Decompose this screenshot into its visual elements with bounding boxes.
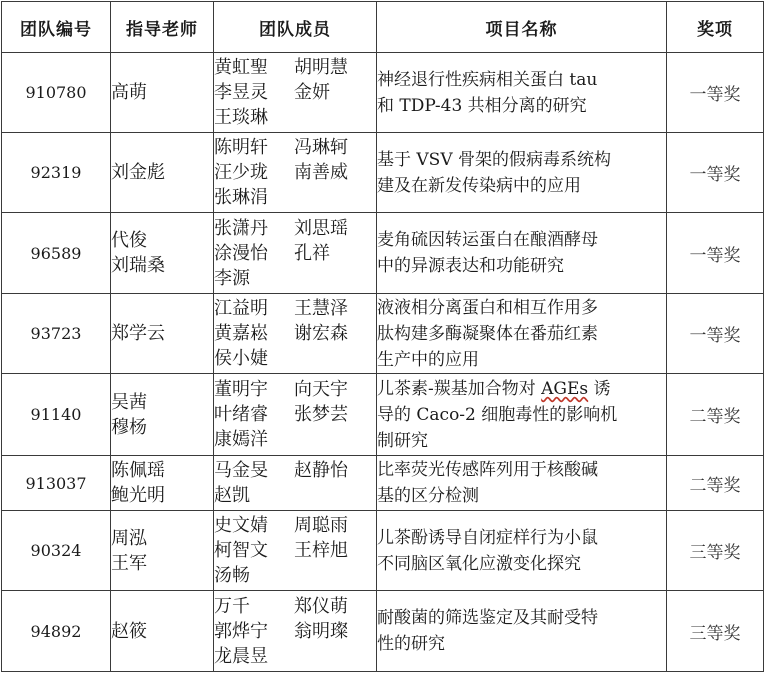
- member-name: 叶绪睿: [214, 404, 268, 425]
- advisor-name: 刘金彪: [111, 162, 165, 183]
- member-name: 赵凯: [214, 485, 250, 506]
- project-cell: [377, 53, 667, 133]
- project-title-line: 肽构建多酶凝聚体在番茄红素: [377, 323, 598, 344]
- member-name: 黄虹聖: [214, 57, 268, 78]
- member-name: 涂漫怡: [214, 242, 268, 264]
- project-cell: [377, 294, 667, 374]
- member-name: 刘思瑶: [294, 217, 348, 239]
- table-row: [2, 213, 764, 294]
- member-name: 李昱灵: [214, 82, 268, 103]
- advisor-name: 王军: [111, 552, 147, 574]
- header-team-id: 团队编号: [2, 2, 111, 53]
- header-award: 奖项: [667, 2, 764, 53]
- advisor-cell: [111, 213, 214, 294]
- member-name: 柯智文: [214, 540, 268, 561]
- team-id-cell: 94892: [2, 591, 111, 672]
- member-list: [214, 55, 376, 130]
- advisor-cell: [111, 511, 214, 591]
- project-title-line: 儿茶素-羰基加合物对 AGEs 诱: [377, 378, 611, 399]
- member-name: 江益明: [214, 298, 268, 319]
- project-cell: [377, 133, 667, 213]
- member-name: 周聪雨: [294, 515, 348, 536]
- award-cell: 一等奖: [667, 294, 764, 374]
- team-id-cell: 913037: [2, 456, 111, 511]
- award-cell: 一等奖: [667, 133, 764, 213]
- member-name: 南善威: [294, 162, 348, 183]
- member-name: 翁明璨: [294, 620, 348, 642]
- member-name: 金妍: [294, 82, 330, 103]
- team-id-cell: 93723: [2, 294, 111, 374]
- advisor-name: 高萌: [111, 82, 147, 103]
- advisor-name: 吴茜: [111, 391, 147, 413]
- member-name: 胡明慧: [294, 57, 348, 78]
- table-row: [2, 53, 764, 133]
- award-cell: 三等奖: [667, 511, 764, 591]
- award-cell: 二等奖: [667, 456, 764, 511]
- member-name: 史文婧: [214, 515, 268, 536]
- member-name: 张潇丹: [214, 217, 268, 239]
- advisor-cell: [111, 456, 214, 511]
- member-name: 万千: [214, 595, 250, 617]
- project-title-line: 比率荧光传感阵列用于核酸碱: [377, 460, 598, 480]
- member-list: [214, 216, 376, 291]
- team-id-cell: 90324: [2, 511, 111, 591]
- team-id-cell: 96589: [2, 213, 111, 294]
- members-cell: [214, 213, 377, 294]
- advisor-cell: [111, 133, 214, 213]
- members-cell: [214, 511, 377, 591]
- member-name: 龙晨昱: [214, 645, 268, 667]
- award-cell: 一等奖: [667, 53, 764, 133]
- project-title-line: 生产中的应用: [377, 349, 479, 370]
- project-title-line: 导的 Caco-2 细胞毒性的影响机: [377, 404, 618, 425]
- member-name: 王琰琳: [214, 107, 268, 128]
- advisor-cell: [111, 591, 214, 672]
- awards-table: [1, 1, 764, 672]
- member-name: 侯小婕: [214, 348, 268, 369]
- table-row: [2, 133, 764, 213]
- member-name: 汪少珑: [214, 162, 268, 183]
- project-title-line: 中的异源表达和功能研究: [377, 256, 564, 276]
- project-title-line: 建及在新发传染病中的应用: [377, 175, 581, 196]
- project-title-line: 儿茶酚诱导自闭症样行为小鼠: [377, 527, 598, 548]
- project-cell: [377, 511, 667, 591]
- table-row: [2, 374, 764, 456]
- advisor-name: 赵筱: [111, 620, 147, 642]
- members-cell: [214, 294, 377, 374]
- members-cell: [214, 133, 377, 213]
- advisor-name: 陈佩瑶: [111, 460, 165, 481]
- member-name: 郭烨宁: [214, 620, 268, 642]
- member-name: 孔祥: [294, 242, 330, 264]
- project-title-line: 性的研究: [377, 634, 445, 654]
- advisor-name: 穆杨: [111, 416, 147, 438]
- members-cell: [214, 456, 377, 511]
- member-name: 汤畅: [214, 565, 250, 586]
- header-members: 团队成员: [214, 2, 377, 53]
- members-cell: [214, 591, 377, 672]
- advisor-name: 代俊: [111, 230, 147, 251]
- advisor-cell: [111, 53, 214, 133]
- project-title-line: 和 TDP-43 共相分离的研究: [377, 95, 587, 116]
- team-id-cell: 91140: [2, 374, 111, 456]
- project-title-line: 神经退行性疾病相关蛋白 tau: [377, 69, 598, 90]
- advisor-cell: [111, 374, 214, 456]
- member-name: 张琳涓: [214, 187, 268, 208]
- member-name: 郑仪萌: [294, 595, 348, 617]
- advisor-name: 刘瑞桑: [111, 255, 165, 276]
- member-name: 黄嘉崧: [214, 323, 268, 344]
- table-body: [2, 53, 764, 672]
- award-cell: 一等奖: [667, 213, 764, 294]
- member-name: 谢宏森: [294, 323, 348, 344]
- member-name: 王梓旭: [294, 540, 348, 561]
- member-name: 冯琳轲: [294, 137, 348, 158]
- team-id-cell: 910780: [2, 53, 111, 133]
- team-id-cell: 92319: [2, 133, 111, 213]
- advisor-cell: [111, 294, 214, 374]
- project-title-line: 液液相分离蛋白和相互作用多: [377, 297, 598, 318]
- project-title-line: 耐酸菌的筛选鉴定及其耐受特: [377, 608, 598, 628]
- advisor-name: 郑学云: [111, 323, 165, 344]
- award-cell: 三等奖: [667, 591, 764, 672]
- member-name: 李源: [214, 267, 250, 289]
- project-title-line: 不同脑区氧化应激变化探究: [377, 553, 581, 574]
- advisor-name: 鲍光明: [111, 485, 165, 506]
- member-name: 陈明轩: [214, 137, 268, 158]
- member-list: [214, 594, 376, 669]
- project-cell: [377, 374, 667, 456]
- project-cell: [377, 456, 667, 511]
- header-project: 项目名称: [377, 2, 667, 53]
- header-advisor: 指导老师: [111, 2, 214, 53]
- member-list: [214, 296, 376, 371]
- member-name: 董明宇: [214, 379, 268, 400]
- member-name: 赵静怡: [294, 460, 348, 481]
- project-title-line: 制研究: [377, 430, 428, 451]
- table-row: [2, 294, 764, 374]
- member-name: 康嫣洋: [214, 429, 268, 450]
- table-row: [2, 456, 764, 511]
- header-row: [2, 2, 764, 53]
- advisor-name: 周泓: [111, 527, 147, 549]
- table-row: [2, 511, 764, 591]
- member-name: 王慧泽: [294, 298, 348, 319]
- members-cell: [214, 53, 377, 133]
- award-cell: 二等奖: [667, 374, 764, 456]
- project-title-line: 麦角硫因转运蛋白在酿酒酵母: [377, 230, 598, 250]
- member-name: 张梦芸: [294, 404, 348, 425]
- member-list: [214, 458, 376, 508]
- project-title-line: 基的区分检测: [377, 486, 479, 506]
- project-cell: [377, 213, 667, 294]
- project-title-line: 基于 VSV 骨架的假病毒系统构: [377, 149, 612, 170]
- member-list: [214, 513, 376, 588]
- table-row: [2, 591, 764, 672]
- member-name: 向天宇: [294, 379, 348, 400]
- project-cell: [377, 591, 667, 672]
- member-list: [214, 377, 376, 452]
- member-name: 马金旻: [214, 460, 268, 481]
- members-cell: [214, 374, 377, 456]
- member-list: [214, 135, 376, 210]
